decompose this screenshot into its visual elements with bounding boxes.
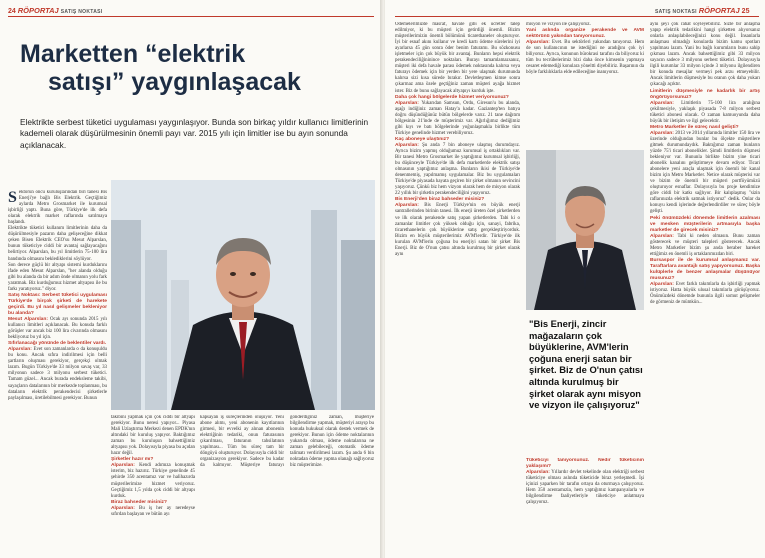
interview-question: Daha çok hangi bölgelerde hizmet veriyorsunuz? xyxy=(395,94,509,100)
paragraph-text: ektörün öncü kuruluşlarından biri tanesi Bis Enerji'ye bağlı Bis Elektrik. Geçtiğimiz aylarda Metro Grosmarket ile kurumsal işbirliği yaptı. Buna göre, Türkiye'de ilk defa olarak elektrik market raflarında satılmaya başlandı. xyxy=(8,190,107,226)
speaker-label: Alparslan: xyxy=(395,142,419,148)
interview-question: Metro Marketler ile süreç nasıl gelişti? xyxy=(650,124,739,130)
speaker-label: Alparslan: xyxy=(650,233,674,239)
interview-question: Satış Noktası: Serbest tüketici uygulaması Türkiye'de birçok şirketi de harekete geçirdi. Bu yıl nasıl gelişmeler bekleniyor bu alanda? xyxy=(8,292,107,316)
interview-answer xyxy=(650,234,760,258)
interview-answer xyxy=(650,282,760,306)
magazine-name: SATIŞ NOKTASI xyxy=(60,9,103,15)
answer-text: 2013 ve 2014 yıllarında limitler 150 lira ve üzerinde olduğundan bunlar bu ölçekte müşterilere gitmek durumundaydık. Baktığımız zaman bunların yüzde 75'i ticari abonelikler. Şimdi limitlerin düşmesi bekleniyor var. Bununla birlikte bizim yine ticari abonelik kanalını geliştirmeye devam ediyor. Ticari abonelere yeni araçla ulaşmak için önemli bir kanal bizim için Metro Marketler. Netice olarak müşterisi var ve bizim de önemli bir müşteri portföyümüzü oluşturuyor esnaflar. Dolayısıyla bu proje kendimize göre ciddi bir katkı sağlıyor. Bir kalıplaşmış "sizin raflarınızda elektrik satmak istiyoruz" dedik. Onlar da konuyu kendi işlerinde değerlendirdiler ve süreç böyle gelişti. xyxy=(650,130,760,215)
pull-quote: "Bis Enerji, zincir mağazaların çok büyüklerine, AVM'lerin çoğuna enerji satan bir şirket. Biz de O'nun çatısı altında kurulmuş bir şirket olarak aynı misyon ve vizyon ile çalışıyoruz" xyxy=(529,318,643,411)
answer-text: Yıllardır devlet tekelinde olan elektriği serbest tüketiciye olması aslında tüketicide biraz yerleşmedi. İşi içinizi yaparken bir tarafın ortaya da oturmaya çalışıyoruz. Hem 350 acentamızla, hem yaptığımız kampanyalarla ve bilgilendirme faaliyetleriyle tüketiciye anlatmaya çalışıyoruz. xyxy=(526,470,644,506)
answer-text: Tabi ki neden olmasın. Bunu zaman gösterecek ve müşteri talepleri gösterecek. Ancak Metro Marketler bizim şu anda beraber hareket ettiğimiz en önemli iş ortaklarımızdan biri. xyxy=(650,233,760,257)
interview-question: Bursaspor ile de kurumsal anlaşmanız var. Taraftarlara avantajlı satış yapıyorsunuz. Başka kulüplerle de benzer anlaşmalar düşünüyor musunuz? xyxy=(650,257,760,281)
answer-text: Yukarıdan Samsun, Ordu, Giresun'u bu alanda, aşağı indiğiniz zaman Hatay'a kadar. Gaziantep'ten batıya doğru düşündüğünüz bütün bölgelerde varız. 21 tane dağıtım bölgesinin 21'inde de müşterimiz var. Ağırlığımız dediğimiz gibi kıyı ve batı bölgelerinde yoğunlaşmakla birlikte tüm Türkiye genelinde hizmet verebiliyoruz. xyxy=(395,100,520,136)
right-column-2-bottom xyxy=(526,458,644,552)
interview-answer xyxy=(8,347,107,401)
right-page xyxy=(385,0,765,558)
speaker-label: Alparslan: xyxy=(526,470,550,476)
paragraph-text: Son derece güçlü bir altyapı sistemi kurduklarını ifade eden Mesut Alparslan, "her alanda olduğu gibi bu alanda da bir adım önde olmanın yolu fark yaratmak. Biz kurduğumuz hizmet altyapısı ile bu farkı yaratıyoruz." diyor. xyxy=(8,262,107,292)
right-column-1 xyxy=(395,22,520,552)
interview-question: Sıfırlanacağı yönünde de beklentiler vardı. xyxy=(8,341,107,347)
header-rule xyxy=(8,16,374,17)
interview-question: Kaç aboneye ulaştınız? xyxy=(395,136,450,142)
magazine-section-title: RÖPORTAJ xyxy=(698,6,740,15)
title-line-2: satışı” yaygınlaşacak xyxy=(48,68,301,96)
interview-question: Yani aslında organize perakende ve AVM sektörünü yakından tanıyorsunuz. xyxy=(526,28,644,40)
page-number: 25 xyxy=(741,8,750,15)
speaker-label: Alparslan: xyxy=(526,40,550,46)
interview-question: Tüketiciyi tanıyorsunuz. Nedir tüketicinin yaklaşımı? xyxy=(526,458,644,470)
interview-answer xyxy=(395,143,520,197)
body-paragraph xyxy=(650,22,760,89)
article-title xyxy=(20,40,370,96)
page-number: 24 xyxy=(8,8,16,15)
paragraph-text: Elektrikte tüketici kullanım limitlerinin daha da düşürülmesiyle pazarın daha gelişeceğine dikkat çeken Bisen Elektrik CEO'su Mesut Alparslan, bunun tüketiciye ciddi bir avantaj sağlayacağını belirtiyor. Alparslan, bu yıl limitlerin 75-100 lira bandında olmasını beklediklerini söylüyor. xyxy=(8,226,107,262)
interviewee-photo xyxy=(111,180,375,410)
paragraph-text: kapsayan iş süreçlerinden oluşuyor. Yeni abone alımı, yeni abonenin kayıtlarının girmesi, bir evvelki ay alınan abonenin elektriğinin tedariki, onun faturasının çıkarılması, faturanın tahsilatının yapılması... Tüm bu süreç tam bir döngüyü oluşturuyor. Dolayısıyla ciddi bir organizasyon gerekiyor. Sadece bu kadar da kalmıyor. Müşteriye faturayı gönderdiğiniz zaman, müşteriye bilgilendirme yapmak, müşteriyi arayıp bu konuda hukuksal olarak destek vermek de gerekiyor. Bunun için ödeme noktalarının yukarıda olması, ödeme noktalarına ne zaman gelebileceği, otomatik ödeme talimatı verdirilmesi lazım. Şu anda 6 bin noktadan ödeme yapma olanağı sağlıyoruz biz müşterimize. xyxy=(200,415,374,469)
body-paragraph xyxy=(111,415,195,457)
article-lead: Elektrikte serbest tüketici uygulaması yaygınlaşıyor. Bunda son birkaç yıldır kullanıcı limitlerinin kademeli olarak düşürülmesinin önemli payı var. 2015 yılı için limitler ise bu ayın sonunda açıklanacak. xyxy=(20,117,369,150)
body-paragraph xyxy=(200,415,374,469)
header-rule xyxy=(395,16,759,17)
portrait-illustration xyxy=(526,150,644,310)
interviewee-photo-2 xyxy=(526,150,644,310)
left-page xyxy=(0,0,382,558)
left-column-2 xyxy=(111,415,195,552)
left-page-header xyxy=(8,6,102,15)
interview-question: Biraz bahseder misiniz? xyxy=(111,499,167,505)
body-paragraph xyxy=(395,22,520,95)
answer-text: Evet farklı takımlarla da işbirliği yapmak istiyoruz. Hatta büyük ulusal takımlarla görüşüyoruz. Önümüzdeki dönemde bununla ilgili somut gelişmeler de görmeniz de mümkün... xyxy=(650,282,760,306)
interview-answer xyxy=(526,470,644,506)
magazine-name: SATIŞ NOKTASI xyxy=(655,9,697,15)
interview-answer xyxy=(8,317,107,341)
answer-text: Kendi adımıza konuşmak isterim, biz hazırız. Türkiye genelinde 45 şehirde 350 acentamız var ve halihazırda müşterilerimize hizmet veriyoruz. Geçtiğimiz 1,5 yılda çok ciddi bir altyapı kurduk. xyxy=(111,463,195,499)
body-paragraph xyxy=(8,190,107,226)
interview-answer xyxy=(395,203,520,257)
interview-answer xyxy=(111,463,195,499)
paragraph-text: aynı şeyi çok rahat söyleyebiliriz. Sizle bir anlaşma yapıp elektrik tedarikini hangi şirketten alıyorsanız onlarla anlaşılabileceğinizi konu değil. İnsanlarla anlaşması olmadığı konularda bizim kamu spotları yapılması lazım. Yani bu bağlı kurumların bunu sahip çıkması lazım. Ancak bahsettiğimiz gibi 33 milyon sayacın sadece 3 milyonu serbest tüketici. Dolayısıyla ilgili kurumlar 33 milyon içinde 3 milyonu ilgilendiren bir konuda mesajlar vermeyi pek arzu etmeyebilir. Ancak limitlerin düşmesiyle bu oranın çok daha yukarı çıkacağı açıktır. xyxy=(650,22,760,88)
answer-text: Evet. Bu sektörleri yakından tanıyoruz. Hem de son kullanıcının ne istediğini ne aradığını çok iyi biliyoruz. Ayrıca, konunun bürokrasi tarafını da biliyoruz ki tüm bu tecrübelerimiz bizi daha önce kimsenin yapmaya cesaret edemediği konulara yöneltti diyebiliriz. Başarının da böyle farklılıklarla elde edileceğine inanıyoruz. xyxy=(526,40,644,76)
interview-question: Şirketler hazır mı? xyxy=(111,457,154,463)
title-line-1: Marketten “elektrik xyxy=(20,40,246,68)
speaker-label: Alparslan: xyxy=(650,282,674,288)
answer-text: Bis Enerji Türkiye'nin en büyük enerji santrallerinden birinin tanesi. İlk enerji üreten özel şirketlerden ve ilk olarak perakende satış yapan şirketlerden. Tabi ki o zamanlar limitler çok yüksek olduğu için, sanayi, fabrika, ticarethanelerin çok büyüklerine satış gerçekleştiriyorduk. Bizim en büyük müşterilerimiz AVM'lerdir. Türkiye'de ilk kurulan AVM'lerin çoğuna bu enerjiyi satan bir şirket Bis Enerji. Biz de O'nun çatısı altında kurulmuş bir şirket olarak aynı xyxy=(395,203,520,257)
body-paragraph xyxy=(8,226,107,262)
magazine-section-title: RÖPORTAJ xyxy=(17,6,59,15)
portrait-illustration xyxy=(111,180,375,410)
answer-text: Ocak ayı sonunda 2015 yılı kullanıcı limitleri açıklanacak. Bu konuda farklı görüşler var ancak biz 100 lira civarında olmasını bekliyoruz bu yıl için. xyxy=(8,316,107,341)
interview-question: Peki önümüzdeki dönemde limitlerin azalması ve mesken müşterilerin artmasıyla başka marketler de girecek misiniz? xyxy=(650,215,760,233)
speaker-label: Alparslan: xyxy=(8,347,32,353)
speaker-label: Alparslan: xyxy=(650,130,674,136)
interview-question: Bis Enerji'den biraz bahseder misiniz? xyxy=(395,197,485,203)
speaker-label: Mesut Alparslan: xyxy=(8,316,49,322)
paragraph-text: misyon ve vizyon ile çalışıyoruz. xyxy=(526,22,591,27)
interview-question: Limitlerin düşmesiyle ne kadarlık bir artış öngörüyorsunuz? xyxy=(650,88,760,100)
right-column-3 xyxy=(650,22,760,552)
speaker-label: Alparslan: xyxy=(650,100,674,106)
interview-answer xyxy=(650,131,760,216)
speaker-label: Alparslan: xyxy=(395,203,419,209)
right-column-2-top xyxy=(526,22,644,150)
interview-answer xyxy=(650,101,760,125)
answer-text: Limitlerin 75-100 lira aralığına çekilmesiyle, yaklaşık piyasada 7-8 milyon serbest tüketici abonesi olacak. O zaman kamuoyunda daha büyük bir iletişim ve ilgi gelecektir. xyxy=(650,100,760,124)
paragraph-text: takibini yapmak için çok ciddi bir altyapı gerekiyor. Bunu neresi yapıyor... Piyasa Mali Uzlaştırma Merkezi denen EPDK'nın altındaki bir kuruluş yapıyor. Baktığımız zaman bu kuruluşun bahsettiğimiz altyapısı yok. Dolayısıyla piyasa bu açıdan hazır değil. xyxy=(111,415,195,457)
answer-text: Şu anda 7 bin aboneye ulaşmış durumdayız. Ayrıca bizim yapmış olduğumuz kurumsal iş ortaklıkları var. Bir tanesi Metro Grosmarket ile yaptığımız kurumsal işbirliği, bu düşünceyle Türkiye'de ilk defa marketlerde elektrik satışı olmasının yaptığımız anlaşma. Bunların ikisi de Türkiye'de denenmemiş, yapılmamış uygulamalar. Biz bu uygulamaları Türkiye'de piyasada hayata geçiren bir şirket olmanın sevincini yaşıyoruz. Çünkü biz hem vizyon olarak hem de misyon olarak 22 yıllık bir şirketin perakendeciliğini yaşıyoruz. xyxy=(395,142,520,197)
interview-answer xyxy=(111,506,195,518)
body-paragraph xyxy=(8,263,107,293)
answer-text: Evet son zamanlarda o da konuşuldu bu konu. Ancak sıfıra indirilmesi için belli şartların oluşması gerekiyor, gerçekçi olmak lazım. Bugün Türkiye'de 33 milyon savaş var, 33 milyonun sadece 3 milyonu serbest tüketici. Tamam güzel... Ancak burada endeksleme takibi, sayaçların datalarının bir merkezde toplanması, bu dataların elektrik perakendecisi şirketlerle paylaşılması, üretilebilmesi gerekiyor. Bunun xyxy=(8,347,107,401)
interview-answer xyxy=(395,101,520,137)
paragraph-text: Ödemelerimizde masraf, havale gibi ek ücretler talep edilmiyor, ki bu müşteri için getirdiği önemli. Bizim müşterilerimizin önemli bölümünü ticarethaneler oluşturuyor. İyi bir esnaf akını kullanır ve kredi kartı ödeme sürelerini iyi ayarlarsa 45 gün sonra öder benim faturamı. Bu sözkonusu işletmeler için çok büyük bir avantaj. Bunların hepsi elektrik perakendeciliğininince noktaları. Burayı tamamlamazsanız, müşteri iki defa havale parası ödemek noktasında kalırsa veya faturayı ödemek için bir yerden bir yere ulaşmak durumunda kalırsa sizi kısa sürede bırakır. Devletleşmen kimse sonra çıkarmaz ama özele geçtiğiniz zaman müşteri ayağa hizmet ister. Biz de bunu sağlayacak altyapıyı kurduk işte. xyxy=(395,22,520,94)
speaker-label: Alparslan: xyxy=(111,505,135,511)
speaker-label: Alparslan: xyxy=(111,463,135,469)
answer-text: Bu iş her ay neredeyse sıfırdan başlayan ve bütün ayı xyxy=(111,505,195,517)
speaker-label: Alparslan: xyxy=(395,100,419,106)
right-page-header xyxy=(655,6,749,15)
drop-cap: S xyxy=(8,190,17,206)
interview-answer xyxy=(526,40,644,76)
left-column-1 xyxy=(8,190,107,552)
left-column-3 xyxy=(200,415,374,552)
